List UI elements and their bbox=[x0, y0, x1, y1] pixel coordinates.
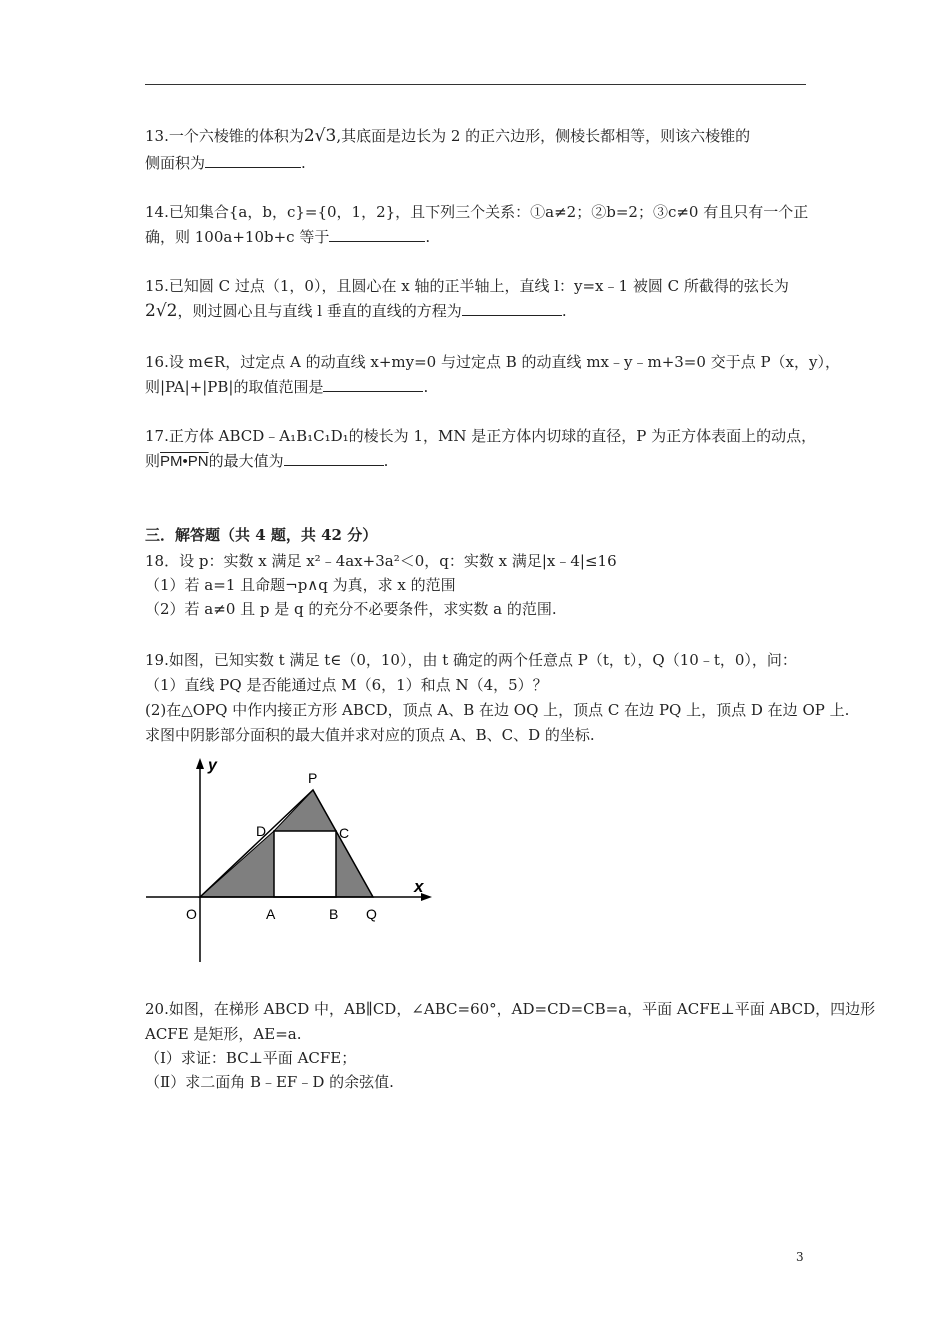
q13-math: 2√3 bbox=[303, 126, 337, 146]
q18-line2: （1）若 a=1 且命题¬p∧q 为真，求 x 的范围 bbox=[145, 576, 456, 594]
section-heading: 三．解答题（共 4 题，共 42 分） bbox=[145, 526, 378, 544]
q14-answer-blank bbox=[329, 227, 425, 242]
q13-period: . bbox=[301, 154, 306, 172]
q18-line3: （2）若 a≠0 且 p 是 q 的充分不必要条件，求实数 a 的范围. bbox=[145, 600, 557, 618]
label-C: C bbox=[339, 825, 350, 841]
q13-line2 bbox=[145, 153, 306, 173]
label-D: D bbox=[256, 823, 267, 839]
q20-line4: （Ⅱ）求二面角 B﹣EF﹣D 的余弦值. bbox=[145, 1073, 394, 1091]
q17-text-b: 则 bbox=[145, 452, 161, 470]
q17-period: . bbox=[383, 452, 389, 470]
q19-line2: （1）直线 PQ 是否能通过点 M（6，1）和点 N（4，5）？ bbox=[145, 676, 548, 694]
q19-line3: (2)在△OPQ 中作内接正方形 ABCD，顶点 A、B 在边 OQ 上，顶点 C 在边 PQ 上，顶点 D 在边 OP 上. bbox=[145, 701, 850, 719]
q15-line1 bbox=[145, 276, 789, 296]
label-O: O bbox=[186, 906, 197, 922]
q17-text-c: 的最大值为 bbox=[208, 452, 284, 470]
label-Q: Q bbox=[366, 906, 377, 922]
label-A: A bbox=[266, 906, 276, 922]
q16-answer-blank bbox=[323, 377, 423, 392]
q14-period: . bbox=[425, 228, 431, 246]
q17-vector-product: PM•PN bbox=[160, 453, 209, 470]
header-rule bbox=[145, 84, 806, 85]
q20-line3: （Ⅰ）求证：BC⊥平面 ACFE； bbox=[145, 1049, 357, 1067]
q13-line1 bbox=[145, 126, 750, 146]
q13-answer-blank bbox=[205, 153, 301, 168]
q17-text-a: 17.正方体 ABCD﹣A₁B₁C₁D₁的棱长为 1，MN 是正方体内切球的直径，P 为正方体表面上的动点， bbox=[145, 427, 817, 445]
label-P: P bbox=[308, 770, 318, 786]
q15-line2 bbox=[145, 301, 567, 321]
label-B: B bbox=[329, 906, 339, 922]
q20-line2: ACFE 是矩形，AE=a. bbox=[145, 1025, 302, 1043]
q19-line4: 求图中阴影部分面积的最大值并求对应的顶点 A、B、C、D 的坐标. bbox=[145, 726, 595, 744]
q14-line1 bbox=[145, 202, 808, 222]
q13-text-c: 侧面积为 bbox=[145, 154, 206, 172]
q15-math: 2√2 bbox=[145, 301, 178, 321]
shade-top-triangle bbox=[274, 790, 336, 831]
q16-line2 bbox=[145, 377, 428, 397]
q16-line1 bbox=[145, 352, 840, 372]
square-abcd bbox=[274, 831, 336, 897]
q15-text-a: 15.已知圆 C 过点（1，0），且圆心在 x 轴的正半轴上，直线 l：y=x﹣1 被圆 C 所截得的弦长为 bbox=[145, 277, 789, 295]
q14-line2 bbox=[145, 227, 430, 247]
label-y: y bbox=[208, 757, 217, 774]
q17-answer-blank bbox=[284, 451, 384, 466]
q19-figure bbox=[140, 752, 440, 964]
q15-period: . bbox=[561, 302, 567, 320]
q14-text-a: 14.已知集合{a，b，c}={0，1，2}，且下列三个关系：①a≠2；②b=2；③c≠0 有且只有一个正 bbox=[145, 203, 809, 221]
q14-text-b: 确，则 100a+10b+c 等于 bbox=[145, 228, 330, 246]
q17-line2 bbox=[145, 451, 388, 472]
q15-text-b: ，则过圆心且与直线 l 垂直的直线的方程为 bbox=[177, 302, 462, 320]
q18-line1: 18．设 p：实数 x 满足 x²﹣4ax+3a²＜0，q：实数 x 满足|x﹣4|≤16 bbox=[145, 552, 617, 570]
q13-text-a: 13.一个六棱锥的体积为 bbox=[145, 127, 304, 145]
q16-period: . bbox=[423, 378, 429, 396]
label-x: x bbox=[414, 877, 424, 896]
page-number: 3 bbox=[796, 1250, 804, 1264]
q19-line1: 19.如图，已知实数 t 满足 t∈（0，10），由 t 确定的两个任意点 P（t，t），Q（10﹣t，0），问： bbox=[145, 651, 797, 669]
q13-text-b: ,其底面是边长为 2 的正六边形，侧棱长都相等，则该六棱锥的 bbox=[336, 127, 751, 145]
q17-line1 bbox=[145, 426, 816, 446]
q20-line1: 20.如图，在梯形 ABCD 中，AB∥CD，∠ABC=60°，AD=CD=CB=a，平面 ACFE⊥平面 ABCD，四边形 bbox=[145, 1000, 876, 1018]
y-axis-arrow bbox=[196, 758, 204, 769]
q15-answer-blank bbox=[462, 301, 562, 316]
q16-text-a: 16.设 m∈R，过定点 A 的动直线 x+my=0 与过定点 B 的动直线 mx﹣y﹣m+3=0 交于点 P（x，y）， bbox=[145, 353, 840, 371]
q16-text-b: 则|PA|+|PB|的取值范围是 bbox=[145, 378, 324, 396]
